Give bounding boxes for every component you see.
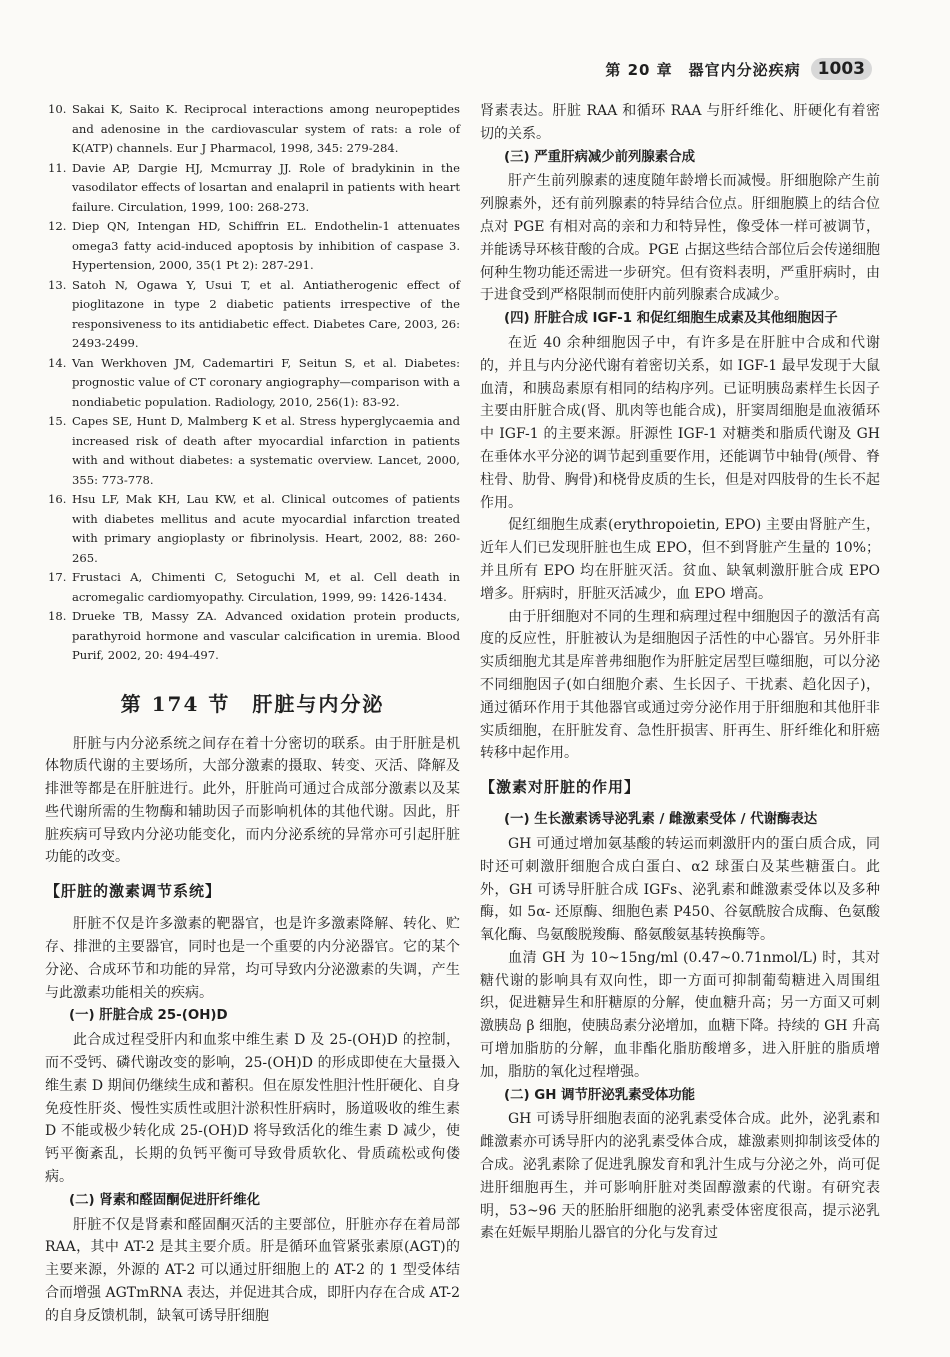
intro-paragraph: 肝脏与内分泌系统之间存在着十分密切的联系。由于肝脏是机体物质代谢的主要场所，大部分激素的摄取、转变、灭活、降解及排泄等都是在肝脏进行。此外，肝脏尚可通过合成部分激素以及某些代谢所需的生物酶和辅助因子而影响机体的其他代谢。因此，肝脏疾病可导致内分泌功能变化，而内分泌系统的异常亦可引起肝脏功能的改变。 [45, 735, 460, 866]
paragraph: 肝脏不仅是肾素和醛固酮灭活的主要部位，肝脏亦存在着局部 RAA，其中 AT-2 是其主要介质。肝是循环血管紧张素原(AGT)的主要来源，外源的 AT-2 可以通过肝细胞上的 AT-2 的 1 型受体结合而增强 AGTmRNA 表达，并促进其合成，即肝内存在合成 AT-2 的自身反馈机制，缺氧可诱导肝细胞 [45, 1216, 460, 1324]
page-number: 1003 [811, 58, 872, 80]
reference-item: 13. Satoh N, Ogawa Y, Usui T, et al. Antiatherogenic effect of pioglitazone in type 2 diabetic patients irrespective of the responsiveness to its antidiabetic effect. Diabetes Care, 2003, 26: 2493-2499. [48, 277, 460, 350]
paragraph: 肝脏不仅是许多激素的靶器官，也是许多激素降解、转化、贮存、排泄的主要器官，同时也是一个重要的内分泌器官。它的某个分泌、合成环节和功能的异常，均可导致内分泌激素的失调，产生与此激素功能相关的疾病。 [45, 916, 460, 1001]
paragraph: 肾素表达。肝脏 RAA 和循环 RAA 与肝纤维化、肝硬化有着密切的关系。 [480, 103, 880, 142]
reference-item: 15. Capes SE, Hunt D, Malmberg K et al. Stress hyperglycaemia and increased risk of death after myocardial infarction in patients with and without diabetes: a systematic overview. Lancet, 2000, 355: 773-778. [48, 414, 460, 487]
heading-hormone-effects: 【激素对肝脏的作用】 [480, 778, 641, 797]
chapter-title: 第 20 章 器官内分泌疾病 [605, 60, 801, 79]
paragraph: 在近 40 余种细胞因子中，有许多是在肝脏中合成和代谢的，并且与内分泌代谢有着密切关系，如 IGF-1 最早发现于大鼠血清，和胰岛素原有相同的结构序列。已证明胰岛素样生长因子主要由肝脏合成(肾、肌肉等也能合成)，肝窦周细胞是血液循环中 IGF-1 的主要来源。肝源性 IGF-1 对糖类和脂质代谢及 GH 在垂体水平分泌的调节起到重要作用，还能调节中轴骨(颅骨、脊柱骨、肋骨、胸骨)和桡骨皮质的生长，但是对四肢骨的生长不起作用。 [480, 334, 880, 511]
heading-hormone-regulation: 【肝脏的激素调节系统】 [45, 882, 222, 901]
reference-item: 17. Frustaci A, Chimenti C, Setoguchi M, et al. Cell death in acromegalic cardiomyopathy. Circulation, 1999, 99: 1426-1434. [48, 570, 460, 604]
paragraph: 肝产生前列腺素的速度随年龄增长而减慢。肝细胞除产生前列腺素外，还有前列腺素的特异结合位点。肝细胞膜上的结合位点对 PGE 有相对高的亲和力和特异性，像受体一样可被调节，并能诱导环核苷酸的合成。PGE 占据这些结合部位后会传递细胞何种生物功能还需进一步研究。但有资料表明，严重肝病时，由于进食受到严格限制而使肝内前列腺素合成减少。 [480, 173, 880, 304]
left-column [45, 100, 460, 1328]
paragraph: 促红细胞生成素(erythropoietin, EPO) 主要由肾脏产生，近年人们已发现肝脏也生成 EPO，但不到肾脏产生量的 10%；并且所有 EPO 均在肝脏灭活。贫血、缺氧刺激肝脏合成 EPO 增多。肝病时，肝脏灭活减少，血 EPO 增高。 [480, 517, 880, 602]
reference-list [45, 100, 460, 666]
reference-item: 10. Sakai K, Saito K. Reciprocal interactions among neuropeptides and adenosine in the cardiovascular system of rats: a role of K(ATP) channels. Eur J Pharmacol, 1998, 345: 279-284. [48, 102, 460, 155]
paragraph: GH 可通过增加氨基酸的转运而刺激肝内的蛋白质合成，同时还可刺激肝细胞合成白蛋白、α2 球蛋白及某些糖蛋白。此外，GH 可诱导肝脏合成 IGFs、泌乳素和雌激素受体以及多种酶，如 5α- 还原酶、细胞色素 P450、谷氨酰胺合成酶、色氨酸氧化酶、鸟氨酸脱羧酶、酪氨酸氨基转换酶等。 [480, 835, 880, 944]
paragraph: 此合成过程受肝内和血浆中维生素 D 及 25-(OH)D 的控制，而不受钙、磷代谢改变的影响，25-(OH)D 的形成即使在大量摄入维生素 D 期间仍继续生成和蓄积。但在原发性胆汁性肝硬化、自身免疫性肝炎、慢性实质性或胆汁淤积性肝病时，肠道吸收的维生素 D 不能或极少转化成 25-(OH)D 将导致活化的维生素 D 减少，使钙平衡紊乱，长期的负钙平衡可导致骨质软化、骨质疏松或佝偻病。 [45, 1032, 460, 1186]
reference-item: 12. Diep QN, Intengan HD, Schiffrin EL. Endothelin-1 attenuates omega3 fatty acid-induced apoptosis by inhibition of caspase 3. Hypertension, 2000, 35(1 Pt 2): 287-291. [48, 219, 460, 272]
subheading: (二) 肾素和醛固酮促进肝纤维化 [69, 1192, 260, 1208]
reference-item: 14. Van Werkhoven JM, Cademartiri F, Seitun S, et al. Diabetes: prognostic value of CT coronary angiography—comparison with a nondiabetic population. Radiology, 2010, 256(1): 83-92. [48, 355, 460, 409]
paragraph: GH 可诱导肝细胞表面的泌乳素受体合成。此外，泌乳素和雌激素亦可诱导肝内的泌乳素受体合成，雄激素则抑制该受体的合成。泌乳素除了促进乳腺发育和乳汁生成与分泌之外，尚可促进肝细胞再生，并可影响肝脏对类固醇激素的代谢。有研究表明，53~96 天的胚胎肝细胞的泌乳素受体密度很高，提示泌乳素在妊娠早期胎儿器官的分化与发育过 [480, 1111, 880, 1242]
subheading: (一) 肝脏合成 25-(OH)D [69, 1008, 228, 1024]
reference-item: 16. Hsu LF, Mak KH, Lau KW, et al. Clinical outcomes of patients with diabetes mellitus and acute myocardial infarction treated with primary angioplasty or fibrinolysis. Heart, 2002, 88: 260-265. [48, 492, 460, 565]
right-column [480, 100, 880, 1245]
subheading: (一) 生长激素诱导泌乳素 / 雌激素受体 / 代谢酶表达 [504, 812, 818, 828]
reference-item: 11. Davie AP, Dargie HJ, Mcmurray JJ. Role of bradykinin in the vasodilator effects of losartan and enalapril in patients with heart failure. Circulation, 1999, 100: 268-273. [48, 160, 460, 214]
paragraph: 由于肝细胞对不同的生理和病理过程中细胞因子的激活有高度的反应性，肝脏被认为是细胞因子活性的中心器官。另外肝非实质细胞尤其是库普弗细胞作为肝脏定居型巨噬细胞，可以分泌不同细胞因子(如白细胞介素、生长因子、干扰素、趋化因子)，通过循环作用于其他器官或通过旁分泌作用于肝细胞和其他肝非实质细胞，在肝脏发育、急性肝损害、肝再生、肝纤维化和肝癌转移中起作用。 [480, 608, 880, 762]
subheading: (二) GH 调节肝泌乳素受体功能 [504, 1087, 696, 1103]
page-header [605, 58, 872, 80]
paragraph: 血清 GH 为 10~15ng/ml (0.47~0.71nmol/L) 时，其对糖代谢的影响具有双向性，即一方面可抑制葡萄糖进入周围组织，促进糖异生和肝糖原的分解，使血糖升高；另一方面又可刺激胰岛 β 细胞，使胰岛素分泌增加，血糖下降。持续的 GH 升高可增加脂肪的分解，血非酯化脂肪酸增多，进入肝脏的脂质增加，脂肪的氧化过程增强。 [480, 949, 880, 1080]
subheading: (三) 严重肝病减少前列腺素合成 [504, 149, 695, 165]
section-title: 第 174 节 肝脏与内分泌 [120, 691, 385, 716]
subheading: (四) 肝脏合成 IGF-1 和促红细胞生成素及其他细胞因子 [504, 311, 838, 327]
reference-item: 18. Drueke TB, Massy ZA. Advanced oxidation protein products, parathyroid hormone and vascular calcification in uremia. Blood Purif, 2002, 20: 494-497. [48, 609, 460, 662]
